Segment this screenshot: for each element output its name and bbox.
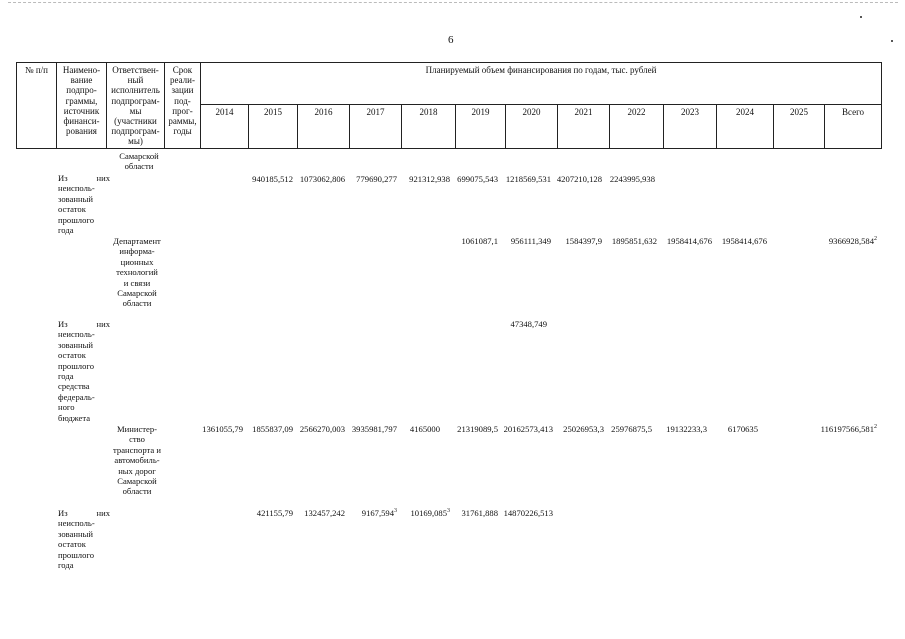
header-year: 2019 — [456, 105, 506, 149]
row4-value-2016: 2566270,003 — [299, 424, 345, 434]
row1-value-2020: 1218569,531 — [505, 174, 551, 184]
header-year: 2021 — [558, 105, 610, 149]
header-year: 2023 — [664, 105, 717, 149]
row1-value-2019: 699075,543 — [457, 174, 498, 184]
row4-value-2015: 1855837,09 — [252, 424, 293, 434]
row1-value-2015: 940185,512 — [252, 174, 293, 184]
header-year-total: Всего — [825, 105, 882, 149]
header-year: 2016 — [298, 105, 350, 149]
header-year: 2017 — [350, 105, 402, 149]
header-year: 2024 — [717, 105, 774, 149]
row1-value-2018: 921312,938 — [409, 174, 450, 184]
row4-value-2019: 21319089,5 — [457, 424, 498, 434]
row4-value-2022: 25976875,5 — [611, 424, 652, 434]
row4-value-total: 116197566,581$^2$ — [820, 424, 877, 434]
row4-value-2023: 19132233,3 — [666, 424, 707, 434]
row4-value-2014: 1361055,79 — [202, 424, 243, 434]
row2-value-total: 9366928,584$^2$ — [828, 236, 877, 246]
row5-value-2018: 10169,085$^3$ — [410, 508, 450, 518]
row4-value-2020: 20162573,413 — [503, 424, 553, 434]
row4-value-2017: 3935981,797 — [351, 424, 397, 434]
row1-value-2022: 2243995,938 — [609, 174, 655, 184]
row5-value-2016: 132457,242 — [304, 508, 345, 518]
row4-value-2018: 4165000 — [409, 424, 440, 434]
header-col-name: Наимено-вание подпро-граммы, источник финанси-рования — [57, 63, 107, 149]
row5-value-2019: 31761,888 — [461, 508, 498, 518]
row2-value-2020: 956111,349 — [510, 236, 551, 246]
header-year: 2015 — [249, 105, 298, 149]
row1-value-2016: 1073062,806 — [299, 174, 345, 184]
row5-value-2020: 14870226,513 — [503, 508, 553, 518]
header-year: 2020 — [506, 105, 558, 149]
header-year: 2018 — [402, 105, 456, 149]
row2-responsible: Департамент информа- ционных технологий и связи Самарской области — [113, 236, 161, 309]
header-col-term: Срок реали-зации под-прог-раммы, годы — [165, 63, 201, 149]
row1-label: Из них неисполь- зованный остаток прошлого года — [58, 173, 110, 236]
row5-value-2015: 421155,79 — [256, 508, 293, 518]
row4-value-2021: 25026953,3 — [563, 424, 604, 434]
row2-value-2022: 1895851,632 — [611, 236, 657, 246]
row0-responsible: Самарской области — [119, 151, 159, 172]
scan-edge-line — [8, 2, 898, 3]
header-year: 2014 — [201, 105, 249, 149]
row3-value-2020: 47348,749 — [510, 319, 547, 329]
row5-value-2017: 9167,594$^3$ — [361, 508, 397, 518]
row2-value-2019: 1061087,1 — [461, 236, 498, 246]
row1-value-2017: 779690,277 — [356, 174, 397, 184]
row5-label: Из них неисполь- зованный остаток прошлого года — [58, 508, 110, 571]
row2-value-2024: 1958414,676 — [721, 236, 767, 246]
header-col-plan: Планируемый объем финансирования по годам, тыс. рублей — [201, 63, 882, 105]
header-col-responsible: Ответствен-ный исполнитель подпрограм-мы (участники подпрограм-мы) — [107, 63, 165, 149]
page-number: 6 — [448, 34, 454, 46]
row2-value-2023: 1958414,676 — [666, 236, 712, 246]
header-year: 2025 — [774, 105, 825, 149]
scan-speck — [860, 16, 862, 18]
scan-speck — [891, 40, 893, 42]
row2-value-2021: 1584397,9 — [565, 236, 602, 246]
row1-value-2021: 4207210,128 — [556, 174, 602, 184]
row4-value-2024: 6170635 — [727, 424, 758, 434]
header-year: 2022 — [610, 105, 664, 149]
header-col-number: № п/п — [17, 63, 57, 149]
table-header — [16, 62, 882, 149]
row3-label: Из них неисполь- зованный остаток прошлого года средства федераль- ного бюджета — [58, 319, 110, 423]
row4-responsible: Министер- ство транспорта и автомобиль- ных дорог Самарской области — [113, 424, 161, 497]
